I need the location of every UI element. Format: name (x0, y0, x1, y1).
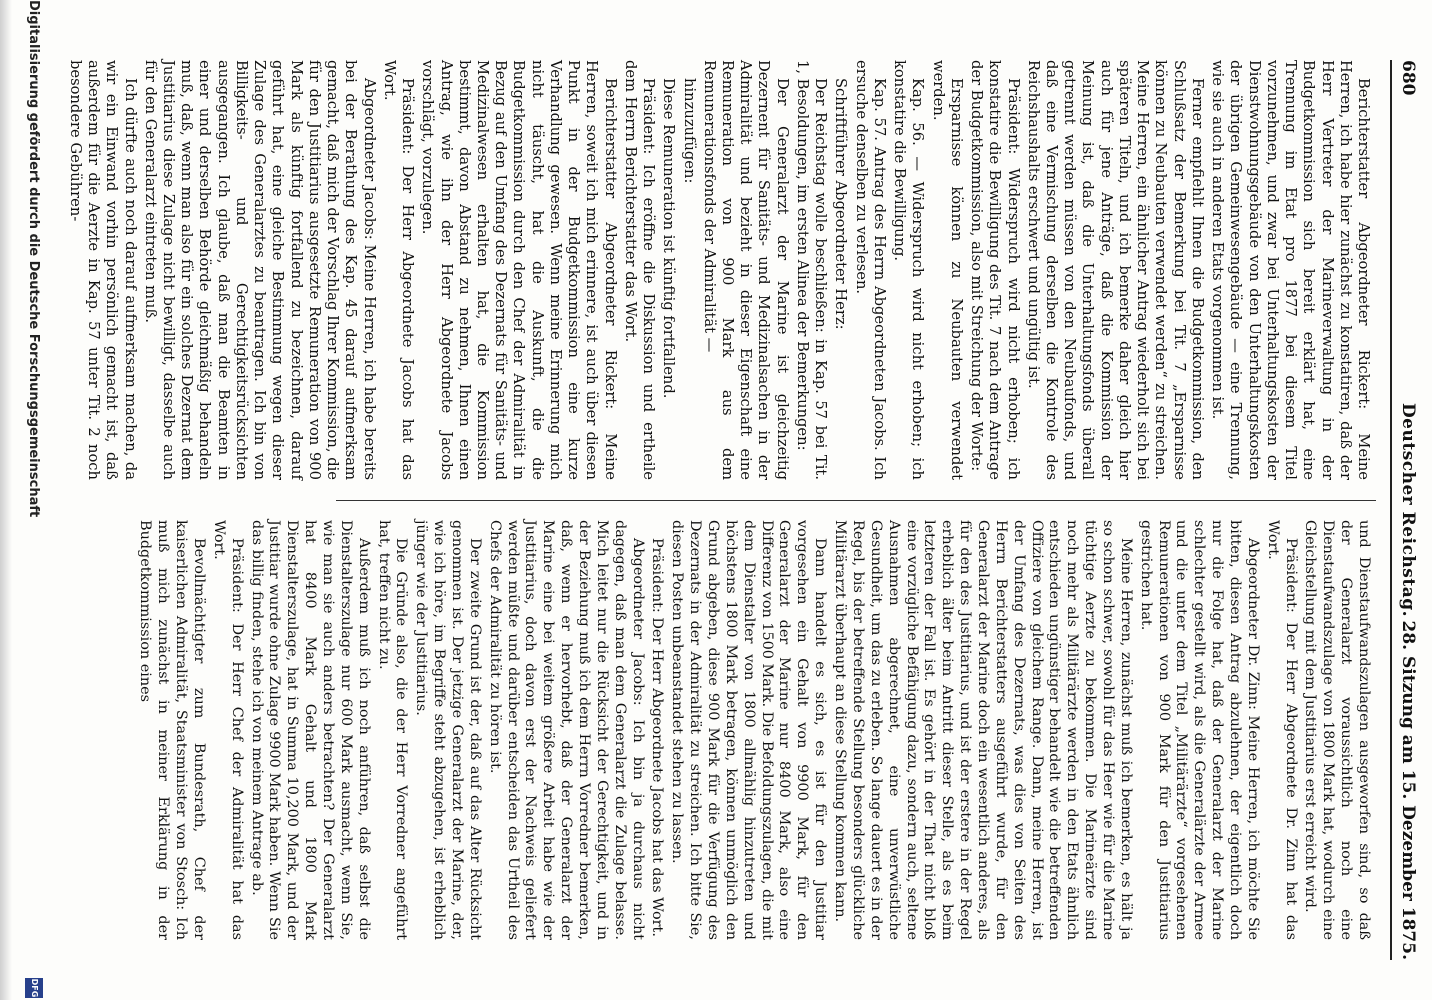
paragraph: Präsident: Der Herr Abgeordnete Jacobs hat das Wort. (380, 60, 417, 480)
paragraph: Ersparnisse können zu Neubauten verwendet werden. (929, 60, 965, 480)
column-divider (336, 500, 1376, 501)
paragraph: Schriftführer Abgeordneter Herz: (832, 78, 850, 330)
digitization-credit: Digitalisierung gefördert durch die Deutsche Forschungsgemeinschaft (26, 0, 41, 518)
paragraph: Kap. 57. Antrag des Herrn Abgeordneten Jacobs. Ich ersuche denselben zu verlesen. (852, 60, 888, 480)
paragraph: hinzuzufügen: (680, 78, 698, 184)
paragraph: Abgeordneter Dr. Zinn: Meine Herren, ich möchte Sie bitten, diesen Antrag abzulehnen, der eigentlich doch nur die Folge hat, daß der Generalarzt der Marine schlechter gestellt wird, als die Generalärzte der Armee und die unter dem Titel „Militärärzte“ vorgesehenen Remunerationen von 900 Mark für den Justitiarius gestrichen hat. (1137, 520, 1261, 940)
right-column (134, 520, 1372, 940)
paragraph: Dann handelt es sich, es ist für den Justitiar vorgesehen ein Gehalt von 9900 Mark, für den Generalarzt der Marine nur 8400 Mark, also eine Differenz von 1500 Mark. Die Befoldungszulagen, die mit dem Dienstalter von 1800 allmählig hinzutreten und höchstens 1800 Mark betragen, können unmöglich den Grund abgeben, diese 900 Mark für die Verfügung des Dezernats in der Admiralität zu streichen. Ich bitte Sie, diesen Posten unbeanstandet stehen zu lassen. (669, 520, 829, 940)
paragraph: Der Generalarzt der Marine ist gleichzeitig Dezernent für Sanitäts- und Medizinalsachen in der Admiralität und bezieht in dieser Eigenschaft eine Remuneration von 900 Mark aus dem Remunerationsfonds der Admiralität — (700, 60, 791, 480)
paragraph: Abgeordneter Jacobs: Ich bin ja durchaus nicht dagegen, daß man dem Generalarzt die Zulage belasse. Mich leitet nur die Rücksicht der Gerechtigkeit, und in der Beziehung muß ich dem Herrn Vorredner bemerken, daß, wenn er hervorhebt, daß der Generalarzt der Marine eine bei weitem größere Arbeit habe wie der Justitiarius, doch davon erst der Nachweis geliefert werden müßte und darüber entscheiden das Urtheil des Chefs der Admiralität zu hören ist. (486, 520, 646, 940)
page-number: 680 (1398, 60, 1418, 96)
paragraph: Meine Herren, zunächst muß ich bemerken, es hält ja so schon schwer, sowohl für das Heer wie für die Marine tüchtige Aerzte zu bekommen. Die Marineärzte sind noch mehr als Militärärzte werden in den Etats ähnlich entschieden ungünstiger behandelt wie die betreffenden Offiziere von gleichem Range. Dann, meine Herren, ist der Umfang des Dezernats, was dies von Seiten des Herrn Berichterstatters ausgeführt wurde, für den Generalarzt der Marine doch ein wesentlich anderes, als für den des Justitiarius, und ist der erstere in der Regel erheblich älter beim Antritt dieser Stelle, als es beim letzteren der Fall ist. Es gehört in der That nicht bloß eine vorzügliche Befähigung dazu, sondern auch, seltene Ausnahmen abgerechnet, eine unverwüstliche Gesundheit, um das zu erleben. So lange dauert es in der Regel, bis der betreffende Stellung besonders glückliche Militärarzt überhaupt an diese Stellung kommen kann. (832, 520, 1134, 940)
session-date: 28. Sitzung am 15. Dezember 1875. (1398, 620, 1418, 960)
paragraph: Berichterstatter Abgeordneter Rickert: Meine Herren, soweit ich mich erinnere, ist auch über diesen Punkt in der Budgetkommission eine kurze Verhandlung gewesen. Wenn meine Erinnerung mich nicht täuscht, hat die Auskunft, die die Budgetkommission durch den Chef der Admiralität in Bezug auf den Umfang des Dezernats für Sanitäts- und Medizinalwesen erhalten hat, die Kommission bestimmt, davon Abstand zu nehmen, Ihnen einen Antrag, wie ihn der Herr Abgeordnete Jacobs vorschlägt, vorzulegen. (419, 60, 619, 480)
paragraph: Präsident: Widerspruch wird nicht erhoben; ich konstatire die Bewilligung des Tit. 7 nach dem Antrage der Budgetkommission, also mit Streichung der Worte: (968, 60, 1022, 480)
paragraph: Präsident: Der Herr Abgeordnete Jacobs hat das Wort. (649, 538, 666, 937)
page-edge-shadow (0, 0, 12, 1000)
paragraph: Ich dürfte auch noch darauf aufmerksam machen, da wir ein Einwand vorhin persönlich gemacht ist, daß außerdem für die Aerzte in Kap. 57 unter Tit. 2 noch besondere Gebühren- (66, 60, 139, 480)
paragraph: Ferner empfiehlt Ihnen die Budgetkommission, den Schlußsatz der Bemerkung bei Tit. 7 „Ersparnisse können zu Neubauten verwendet werden“ zu streichen. Meine Herren, ein ähnlicher Antrag wiederholt sich bei späteren Titeln, und ich bemerke daher gleich hier auch für jene Anträge, daß die Kommission der Meinung ist, daß die Unterhaltungsfonds überall getrennt werden müssen von den Neubaufonds, und daß eine Vermischung derselben die Kontrole des Reichshaushalts erschwert und ungültig ist. (1024, 60, 1206, 480)
paragraph: Berichterstatter Abgeordneter Rickert: Meine Herren, ich habe hier zunächst zu konstatiren, daß der Herr Vertreter der Marineverwaltung in der Budgetkommission sich bereit erklärt hat, eine Trennung im Etat pro 1877 bei diesem Titel vorzunehmen, und zwar bei Unterhaltungskosten der Dienstwohnungsgebäude von den Unterhaltungskosten der übrigen Gemeinwesengebäude — eine Trennung, wie sie auch in anderen Etats vorgenommen ist. (1209, 60, 1372, 480)
paragraph: Kap. 56. — Widerspruch wird nicht erhoben; ich konstatire die Bewilligung. (891, 60, 927, 480)
paragraph: und Dienstaufwandszulagen ausgeworfen sind, so daß der Generalarzt voraussichtlich noch eine Dienstaufwandszulage von 1800 Mark hat, wodurch eine Gleichstellung mit dem Justitiarius erst erreicht wird. (1302, 520, 1372, 940)
dfg-logo: DFG (25, 978, 43, 998)
paragraph: Präsident: Der Herr Abgeordnete Dr. Zinn hat das Wort. (1264, 520, 1299, 940)
paragraph: Der zweite Grund ist der, daß auf das Alter Rücksicht genommen ist. Der jetzige Generalarzt der Marine, der, wie ich höre, im Begriffe steht abzugehen, ist erheblich jünger wie der Justitiarius. (413, 520, 483, 940)
paragraph: Abgeordneter Jacobs: Meine Herren, ich habe bereits bei der Berathung des Kap. 45 darauf aufmerksam gemacht, daß mich der Vorschlag Ihrer Kommission, die für den Justitiarius ausgesetzte Remuneration von 900 Mark als künftig fortfallend zu bezeichnen, darauf geführt hat, eine gleiche Bestimmung wegen dieser Zulage des Generalarztes zu beantragen. Ich bin von Billigkeits- und Gerechtigkeitsrücksichten ausgegangen. Ich glaube, daß man die Beamten in einer und derselben Behörde gleichmäßig behandeln muß, daß, wenn man also für ein solches Dezernat dem Justitiarius diese Zulage nicht bewilligt, dasselbe auch für den Generalarzt eintreten muß. (141, 60, 378, 480)
page-footer (17, 0, 47, 1000)
paragraph: Diese Remuneration ist künftig fortfallend. (660, 78, 678, 399)
paragraph: Außerdem muß ich noch anführen, daß selbst die Dienstalterszulage nur 600 Mark ausmacht, wenn Sie, wie man sie auch anders betrachten? Der Generalarzt hat 8400 Mark Gehalt und 1800 Mark Dienstalterszulage, hat in Summa 10,200 Mark, und der Justitiar wurde ohne Zulage 9900 Mark haben. Wenn Sie das billig finden, stehe ich von meinem Antrage ab. (248, 520, 372, 940)
paragraph: Der Reichstag wolle beschließen: in Kap. 57 bei Tit. 1, Besoldungen, im ersten Alinea der Bemerkungen: (793, 60, 830, 480)
left-column (64, 60, 1372, 480)
paragraph: Die Gründe also, die der Herr Vorredner angeführt hat, treffen nicht zu. (375, 520, 410, 940)
paragraph: Bevollmächtigter zum Bundesrath, Chef der kaiserlichen Admiralität, Staatsminister von Stosch: Ich muß mich zunächst in meiner Erklärung in der Budgetkommission eines (137, 520, 207, 940)
paragraph: Präsident: Der Herr Chef der Admiralität hat das Wort. (210, 520, 245, 940)
paragraph: Präsident: Ich eröffne die Diskussion und ertheile dem Herrn Berichterstatter das Wort. (621, 60, 658, 480)
page-title: Deutscher Reichstag. (1398, 402, 1418, 618)
page-header (1390, 60, 1422, 960)
